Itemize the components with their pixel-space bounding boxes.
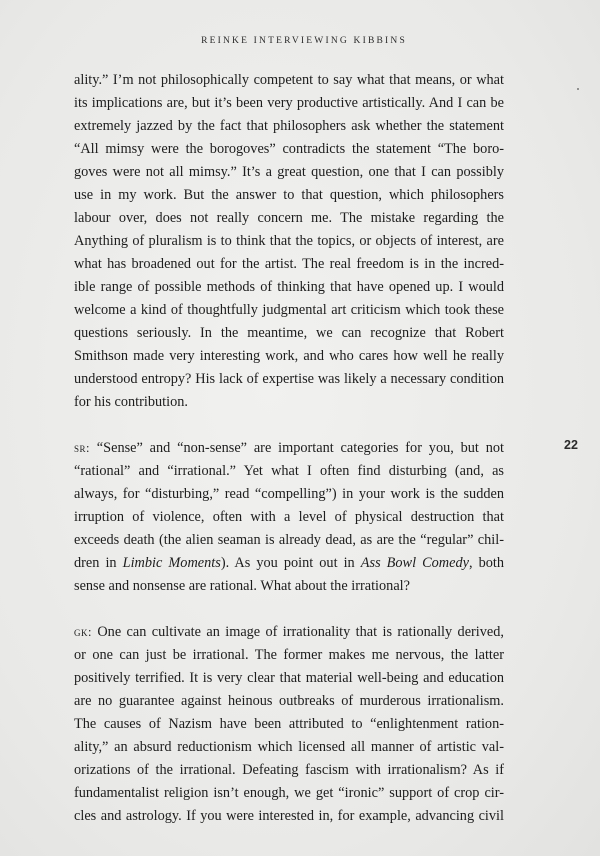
text-line: fundamentalist religion isn’t enough, we get “ironic” support of crop cir-: [74, 785, 504, 801]
page-number: 22: [564, 438, 578, 452]
text-line: The causes of Nazism have been attributed to “enlightenment ration-: [74, 716, 504, 732]
speaker-label: gk:: [74, 625, 92, 639]
text-line: “All mimsy were the borogoves” contradicts the statement “The boro-: [74, 141, 504, 157]
work-title: Ass Bowl Comedy: [360, 555, 469, 571]
text-line: Smithson made very interesting work, and who cares how well he really: [74, 348, 504, 364]
text-line: welcome a kind of thoughtfully judgmental art criticism which took these: [74, 302, 504, 318]
text-line: irruption of violence, often with a level of physical destruction that: [74, 509, 504, 525]
text-line: [74, 621, 504, 644]
page-speck: [577, 88, 579, 90]
text-line: what has broadened out for the artist. The real freedom is in the incred-: [74, 256, 504, 272]
text-line: its implications are, but it’s been very productive artistically. And I can be: [74, 95, 504, 111]
text-line: positively terrified. It is very clear that material well-being and education: [74, 670, 504, 686]
line-text: “Sense” and “non-sense” are important categories for you, but not: [89, 440, 504, 456]
text-line: ible range of possible methods of thinking that have opened up. I would: [74, 279, 504, 295]
running-head: REINKE INTERVIEWING KIBBINS: [201, 36, 407, 46]
text-line: ality,” an absurd reductionism which licensed all manner of artistic val-: [74, 739, 504, 755]
line-text: One can cultivate an image of irrationality that is rationally derived,: [91, 624, 504, 640]
text-line: “rational” and “irrational.” Yet what I often find disturbing (and, as: [74, 463, 504, 479]
text-line: ality.” I’m not philosophically competent to say what that means, or what: [74, 72, 504, 88]
text-line: goves were not all mimsy.” It’s a great question, one that I can possibly: [74, 164, 504, 180]
paragraph-gap: [74, 598, 504, 621]
text-line: Anything of pluralism is to think that the topics, or objects of interest, are: [74, 233, 504, 249]
text-line: always, for “disturbing,” read “compelling”) in your work is the sudden: [74, 486, 504, 502]
text-line: extremely jazzed by the fact that philosophers ask whether the statement: [74, 118, 504, 134]
line-text: ). As you point out in: [220, 555, 361, 571]
text-line: [74, 437, 504, 460]
line-text: dren in: [74, 555, 123, 571]
work-title: Limbic Moments: [122, 555, 221, 571]
text-line: or one can just be irrational. The former makes me nervous, the latter: [74, 647, 504, 663]
text-line: [74, 552, 504, 575]
text-line: orizations of the irrational. Defeating fascism with irrationalism? As if: [74, 762, 504, 778]
text-line: exceeds death (the alien seaman is already dead, as are the “regular” chil-: [74, 532, 504, 548]
text-line: use in my work. But the answer to that question, which philosophers: [74, 187, 504, 203]
text-line: cles and astrology. If you were interested in, for example, advancing civil: [74, 808, 504, 824]
text-line: are no guarantee against heinous outbreaks of murderous irrationalism.: [74, 693, 504, 709]
body-text: [74, 69, 504, 828]
paragraph-gap: [74, 414, 504, 437]
text-line: labour over, does not really concern me. The mistake regarding the: [74, 210, 504, 226]
text-line: sense and nonsense are rational. What about the irrational?: [74, 578, 410, 594]
text-line: for his contribution.: [74, 394, 188, 410]
line-text: , both: [468, 555, 504, 571]
text-line: questions seriously. In the meantime, we can recognize that Robert: [74, 325, 504, 341]
speaker-label: sr:: [74, 441, 90, 455]
text-line: understood entropy? His lack of expertise was likely a necessary condition: [74, 371, 504, 387]
